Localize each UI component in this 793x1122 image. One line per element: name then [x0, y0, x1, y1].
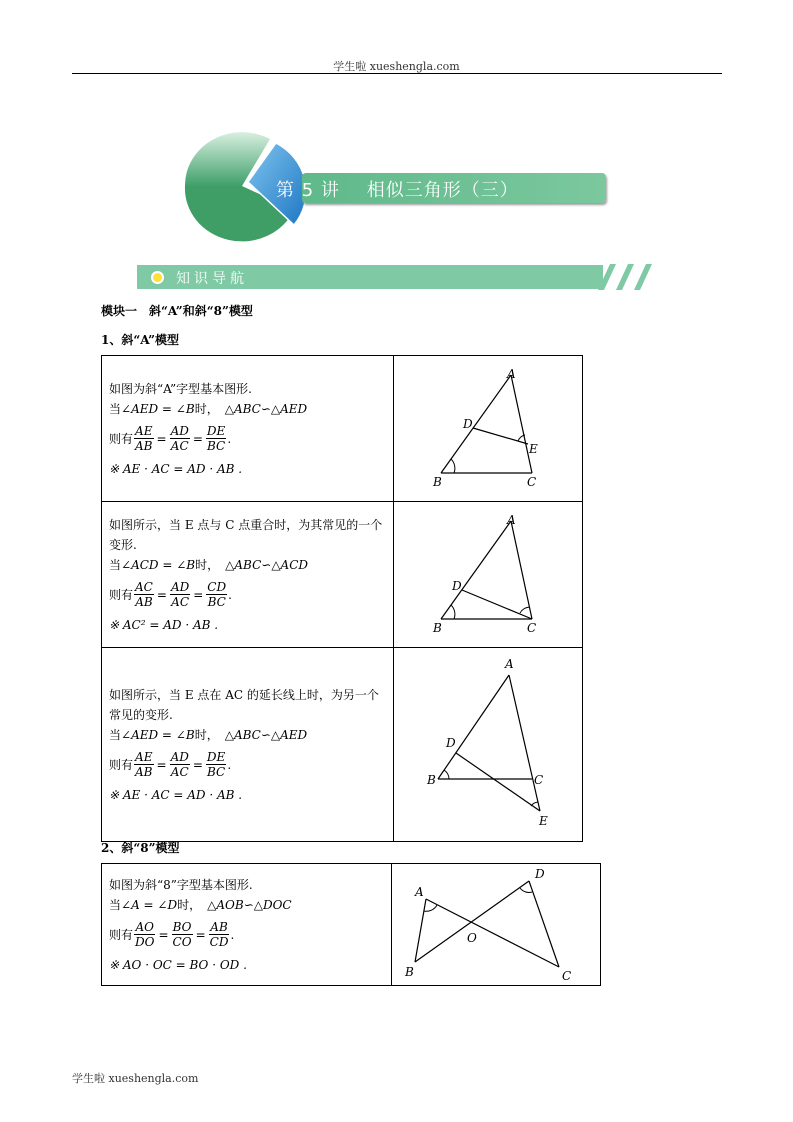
- table-row: [102, 864, 601, 986]
- module-title: 模块一 斜“A”和斜“8”模型: [101, 304, 253, 318]
- section2-heading: 2、斜“8”模型: [101, 841, 180, 855]
- label-c: C: [527, 475, 537, 489]
- label-e: E: [539, 814, 548, 828]
- header-rule: [72, 73, 722, 74]
- intro-text: 如图所示，当 E 点在 AC 的延长线上时，为另一个常见的变形.: [109, 687, 379, 722]
- table-row: [102, 502, 583, 648]
- label-c: C: [534, 773, 544, 787]
- slanted-8-figure: [392, 864, 600, 981]
- row-text: [102, 502, 394, 648]
- label-d: D: [446, 736, 456, 750]
- label-b: B: [433, 621, 442, 635]
- label-b: B: [427, 773, 436, 787]
- label-a: A: [415, 885, 424, 899]
- intro-text: 如图为斜“8”字型基本图形.: [109, 877, 253, 892]
- slanted-a-table: [101, 355, 583, 842]
- label-c: C: [562, 969, 572, 981]
- slash-decoration-icon: [598, 264, 660, 290]
- note-text: ※ AC² = AD · AB .: [109, 617, 219, 632]
- table-row: [102, 648, 583, 842]
- variant-figure-1: [394, 502, 582, 643]
- condition-line: 当∠AED = ∠B时， △ABC∽△AED: [109, 401, 308, 416]
- label-a: A: [505, 657, 514, 671]
- label-o: O: [467, 931, 477, 945]
- figure-cell: [392, 864, 601, 986]
- condition-line: 当∠ACD = ∠B时， △ABC∽△ACD: [109, 557, 309, 572]
- label-e: E: [529, 442, 538, 456]
- ratio-equation: 则有 $\frac{AC}{AB}$ = $\frac{AD}{AC}$ = $\frac{CD}{BC}$ .: [109, 580, 232, 609]
- label-c: C: [527, 621, 537, 635]
- intro-text: 如图为斜“A”字型基本图形.: [109, 381, 252, 396]
- section-nav-label: 知识导航: [176, 271, 248, 287]
- label-d: D: [535, 867, 545, 881]
- label-d: D: [463, 417, 473, 431]
- label-b: B: [433, 475, 442, 489]
- slanted-8-table: [101, 863, 601, 986]
- figure-cell: [394, 502, 583, 648]
- condition-line: 当∠AED = ∠B时， △ABC∽△AED: [109, 727, 308, 742]
- label-b: B: [405, 965, 414, 979]
- figure-cell: [394, 356, 583, 502]
- lecture-title: 第 5 讲 相似三角形（三）: [276, 180, 519, 201]
- figure-cell: [394, 648, 583, 842]
- ratio-equation: 则有 $\frac{AE}{AB}$ = $\frac{AD}{AC}$ = $\frac{DE}{BC}$ .: [109, 750, 232, 779]
- page-header: 学生啦 xueshengla.com: [333, 60, 460, 73]
- label-a: A: [507, 513, 516, 527]
- bullet-dot-icon: [151, 271, 164, 284]
- slanted-a-figure: [394, 356, 582, 497]
- table-row: [102, 356, 583, 502]
- label-a: A: [507, 367, 516, 381]
- note-text: ※ AE · AC = AD · AB .: [109, 461, 243, 476]
- row-text: [102, 356, 394, 502]
- row-text: [102, 648, 394, 842]
- note-text: ※ AE · AC = AD · AB .: [109, 787, 243, 802]
- condition-line: 当∠A = ∠D时， △AOB∽△DOC: [109, 897, 292, 912]
- variant-figure-2: [394, 648, 582, 837]
- section1-heading: 1、斜“A”模型: [101, 333, 180, 347]
- page-footer: 学生啦 xueshengla.com: [72, 1072, 199, 1085]
- ratio-equation: 则有 $\frac{AO}{DO}$ = $\frac{BO}{CO}$ = $\frac{AB}{CD}$ .: [109, 920, 235, 949]
- row-text: [102, 864, 392, 986]
- note-text: ※ AO · OC = BO · OD .: [109, 957, 247, 972]
- intro-text: 如图所示，当 E 点与 C 点重合时，为其常见的一个变形.: [109, 517, 383, 552]
- label-d: D: [452, 579, 462, 593]
- ratio-equation: 则有 $\frac{AE}{AB}$ = $\frac{AD}{AC}$ = $\frac{DE}{BC}$ .: [109, 424, 232, 453]
